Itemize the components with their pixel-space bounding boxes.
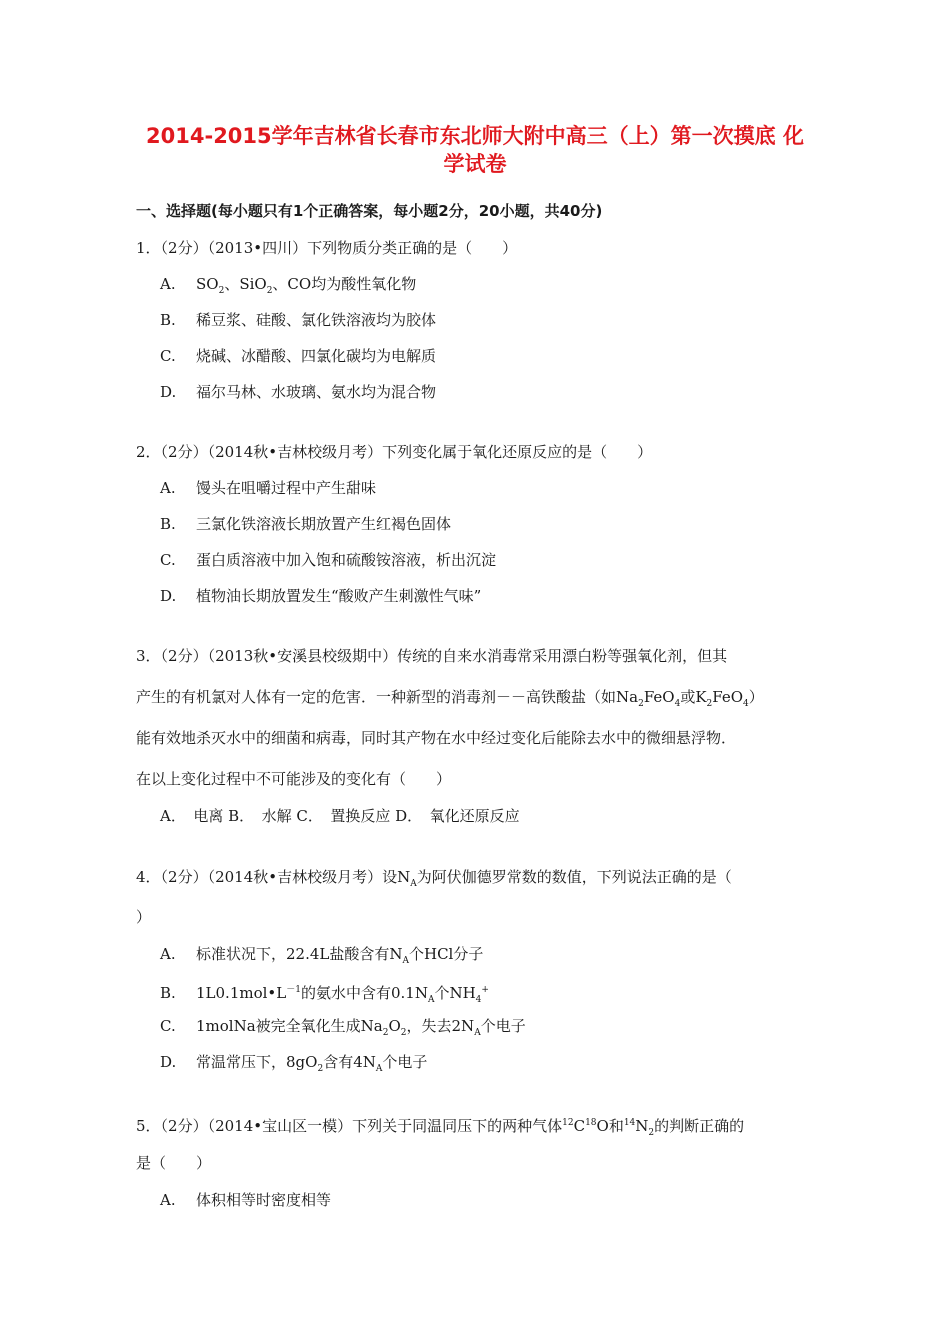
option-label: C.	[160, 551, 176, 569]
option-label: D.	[160, 587, 177, 605]
option-label: A.	[160, 945, 176, 963]
document-title	[120, 122, 830, 178]
question-2-option-c: C. 蛋白质溶液中加入饱和硫酸铵溶液，析出沉淀	[160, 551, 497, 569]
option-label: B.	[160, 984, 176, 1002]
question-4-option-c: C. 1molNa被完全氧化生成$Na_2O_2$，失去$2N_A$个电子	[160, 1017, 526, 1038]
title-line-2: 学试卷	[443, 152, 507, 176]
section-heading: 一、选择题(每小题只有1个正确答案，每小题2分，20小题，共40分)	[136, 202, 603, 220]
question-1-option-a: A. $SO_2$、SiO$_2$、CO均为酸性氧化物	[160, 275, 417, 296]
question-3-stem: 3．（2分）（2013秋•安溪县校级期中）传统的自来水消毒常采用漂白粉等强氧化剂，但其	[136, 647, 728, 665]
option-label: C.	[160, 1017, 176, 1035]
question-3-stem-line-3: 能有效地杀灭水中的细菌和病毒，同时其产物在水中经过变化后能除去水中的微细悬浮物．	[136, 729, 737, 747]
question-4-option-a: A. 标准状况下，22.4L盐酸含有$N_A$个HCl分子	[160, 945, 484, 966]
question-1-option-d: D. 福尔马林、水玻璃、氨水均为混合物	[160, 383, 437, 401]
option-label: A.	[160, 479, 176, 497]
question-1-option-b: B. 稀豆浆、硅酸、氯化铁溶液均为胶体	[160, 311, 437, 329]
option-label: C.	[160, 347, 176, 365]
option-label: A.	[160, 1191, 176, 1209]
question-2-option-a: A. 馒头在咀嚼过程中产生甜味	[160, 479, 377, 497]
question-1-option-c: C. 烧碱、冰醋酸、四氯化碳均为电解质	[160, 347, 437, 365]
question-5-stem: 5．（2分）（2014•宝山区一模）下列关于同温同压下的两种气体$^{12}C^{18}O$和$^{14}N_2$的判断正确的	[136, 1117, 745, 1138]
question-1-stem: 1．（2分）（2013•四川）下列物质分类正确的是（ ）	[136, 239, 518, 257]
question-2-stem: 2．（2分）（2014秋•吉林校级月考）下列变化属于氧化还原反应的是（ ）	[136, 443, 653, 461]
question-3-stem-line-2: 产生的有机氯对人体有一定的危害．一种新型的消毒剂－－高铁酸盐（如$Na_2FeO_4$或$K_2FeO_4$）	[136, 688, 764, 709]
question-2-option-d: D. 植物油长期放置发生“酸败产生刺激性气味”	[160, 587, 482, 605]
option-label: B.	[160, 311, 176, 329]
question-4-stem: 4．（2分）（2014秋•吉林校级月考）设$N_A$为阿伏伽德罗常数的数值，下列说法正确的是（	[136, 868, 732, 889]
option-label: D.	[160, 383, 177, 401]
question-3-options: A． 电离 B． 水解 C． 置换反应 D． 氧化还原反应	[160, 807, 520, 825]
question-5-option-a: A. 体积相等时密度相等	[160, 1191, 332, 1209]
question-4-option-d: D. 常温常压下，$8gO_2$含有$4N_A$个电子	[160, 1053, 428, 1074]
title-line-1: 2014-2015学年吉林省长春市东北师大附中高三（上）第一次摸底 化	[146, 124, 804, 148]
option-label: D.	[160, 1053, 177, 1071]
option-label: B.	[160, 515, 176, 533]
question-2-option-b: B. 三氯化铁溶液长期放置产生红褐色固体	[160, 515, 452, 533]
question-4-stem-line-2: ）	[136, 908, 152, 926]
option-label: A.	[160, 275, 176, 293]
question-3-stem-line-4: 在以上变化过程中不可能涉及的变化有（ ）	[136, 770, 452, 788]
question-5-stem-line-2: 是（ ）	[136, 1154, 212, 1172]
question-4-option-b: B. $1L0.1mol•L^{-1}$的氨水中含有$0.1N_A$个$NH_4^+$	[160, 984, 489, 1005]
